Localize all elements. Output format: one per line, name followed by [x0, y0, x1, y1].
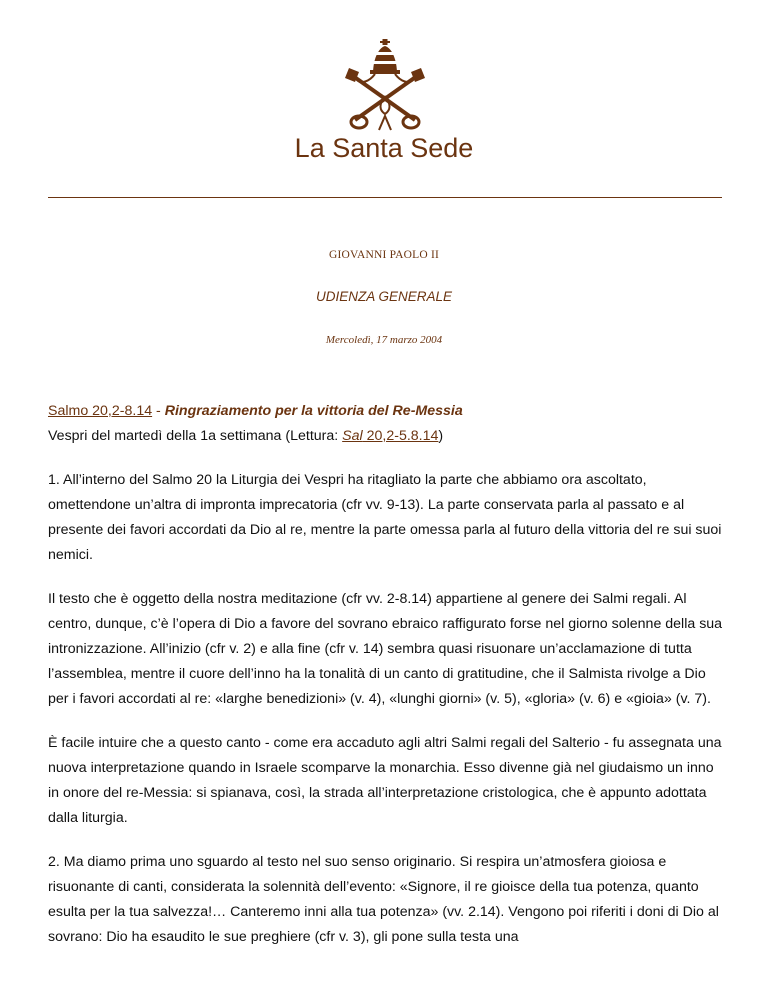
psalm-title: Ringraziamento per la vittoria del Re-Messia [164, 403, 463, 419]
event-date: Mercoledì, 17 marzo 2004 [325, 334, 443, 346]
reading-reference-book: Sal [342, 428, 363, 444]
paragraph: 2. Ma diamo prima uno sguardo al testo nel suo senso originario. Si respira un’atmosfera gioiosa e risuonante di canti, considerata la solennità dell’evento: «Signore, il re gioisce della tua potenza, quanto esulta per la tua salvezza!… Canteremo inni alla tua potenza» (vv. 2.14). Vengono poi riferiti i doni di Dio al sovrano: Dio ha esaudito le sue preghiere (cfr v. 3), gli pone sulla testa una [48, 854, 719, 945]
article-body [48, 399, 728, 969]
paragraph: È facile intuire che a questo canto - come era accaduto agli altri Salmi regali del Salterio - fu assegnata una nuova interpretazione quando in Israele scomparve la monarchia. Esso divenne già nel giudaismo un inno in onore del re-Messia: si spianava, così, la strada all’interpretazione cristologica, che è appunto adottata dalla liturgia. [48, 735, 722, 826]
paragraph: Il testo che è oggetto della nostra meditazione (cfr vv. 2-8.14) appartiene al genere dei Salmi regali. Al centro, dunque, c’è l’opera di Dio a favore del sovrano ebraico raffigurato forse nel giorno solenne della sua intronizzazione. All’inizio (cfr v. 2) e alla fine (cfr v. 14) sembra quasi risuonare un’acclamazione di tutta l’assemblea, mentre il cuore dell’inno ha la tonalità di un canto di gratitudine, che il Salmista rivolge a Dio per i favori accordati al re: «larghe benedizioni» (v. 4), «lunghi giorni» (v. 5), «gloria» (v. 6) e «gioia» (v. 7). [48, 591, 723, 707]
site-title[interactable]: La Santa Sede [294, 133, 474, 163]
papal-coat-of-arms-icon [339, 38, 431, 132]
article-heading [48, 399, 728, 424]
author-name: GIOVANNI PAOLO II [328, 249, 440, 261]
reading-reference-verses: 20,2-5.8.14 [362, 428, 439, 444]
heading-separator: - [152, 403, 165, 419]
reading-reference-link[interactable] [342, 428, 438, 444]
paragraph: 1. All’interno del Salmo 20 la Liturgia dei Vespri ha ritagliato la parte che abbiamo ora ascoltato, omettendone un’altra di impronta imprecatoria (cfr vv. 9-13). La parte conservata parla al passato e al presente dei favori accordati da Dio al re, mentre la parte omessa parla al futuro della vittoria del re sui suoi nemici. [48, 472, 722, 563]
article-subheading [48, 424, 728, 449]
event-title: UDIENZA GENERALE [315, 289, 453, 304]
psalm-reference-link[interactable]: Salmo 20,2-8.14 [48, 403, 153, 419]
subheading-suffix: ) [438, 428, 444, 444]
subheading-prefix: Vespri del martedì della 1a settimana (Lettura: [48, 428, 343, 444]
header-divider [48, 197, 722, 198]
